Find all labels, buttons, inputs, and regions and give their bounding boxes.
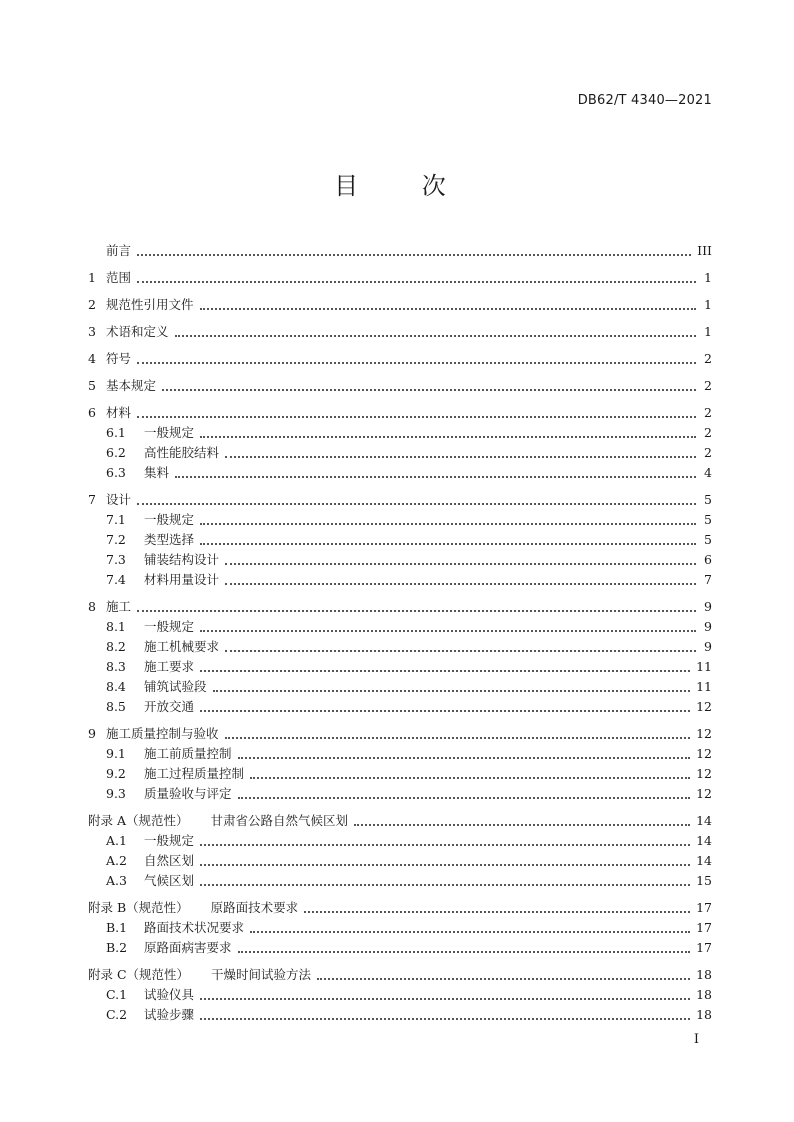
toc-entry-label: 路面技术状况要求 bbox=[144, 920, 245, 935]
toc-entry-label: 设计 bbox=[106, 492, 132, 507]
toc-entry[interactable] bbox=[88, 918, 712, 938]
toc-entry[interactable] bbox=[88, 697, 712, 717]
toc-entry-page: 5 bbox=[704, 532, 712, 547]
toc-entry-label: 前言 bbox=[106, 243, 132, 258]
toc-dot-leader bbox=[137, 416, 696, 418]
toc-entry-label: 一般规定 bbox=[144, 833, 195, 848]
toc-entry-number: 9.1 bbox=[106, 746, 126, 761]
toc-entry-number: C.2 bbox=[106, 1007, 128, 1022]
toc-entry-page: 5 bbox=[704, 512, 712, 527]
toc-entry-label: 高性能胶结料 bbox=[144, 445, 220, 460]
toc-entry[interactable] bbox=[88, 322, 712, 342]
toc-dot-leader bbox=[354, 824, 690, 826]
toc-entry-label: 基本规定 bbox=[106, 378, 157, 393]
toc-dot-leader bbox=[137, 610, 696, 612]
toc-entry-label: 试验步骤 bbox=[144, 1007, 195, 1022]
toc-entry-page: 2 bbox=[704, 445, 712, 460]
toc-dot-leader bbox=[213, 690, 691, 692]
toc-entry[interactable] bbox=[88, 376, 712, 396]
toc-entry[interactable] bbox=[88, 677, 712, 697]
page-number: I bbox=[693, 1032, 699, 1047]
toc-entry-number: 8.3 bbox=[106, 659, 126, 674]
toc-entry-label: 集料 bbox=[144, 465, 170, 480]
toc-entry-page: 12 bbox=[696, 699, 712, 714]
toc-entry-page: 17 bbox=[696, 940, 712, 955]
toc-entry-page: 2 bbox=[704, 425, 712, 440]
toc-entry-number: 1 bbox=[88, 270, 96, 285]
toc-entry-number: 8 bbox=[88, 599, 96, 614]
toc-entry-label: 施工要求 bbox=[144, 659, 195, 674]
toc-dot-leader bbox=[317, 978, 690, 980]
toc-dot-leader bbox=[200, 523, 696, 525]
toc-dot-leader bbox=[200, 543, 696, 545]
toc-entry-page: III bbox=[697, 243, 712, 258]
toc-entry[interactable] bbox=[88, 570, 712, 590]
toc-dot-leader bbox=[250, 931, 690, 933]
toc-entry-number: 7.3 bbox=[106, 552, 126, 567]
toc-entry-label: 铺装结构设计 bbox=[144, 552, 220, 567]
toc-entry-page: 14 bbox=[696, 853, 712, 868]
toc-entry-label: 铺筑试验段 bbox=[144, 679, 207, 694]
toc-dot-leader bbox=[238, 797, 691, 799]
toc-entry[interactable] bbox=[88, 423, 712, 443]
toc-dot-leader bbox=[225, 583, 696, 585]
toc-entry-label: 一般规定 bbox=[144, 425, 195, 440]
toc-entry-page: 18 bbox=[696, 967, 712, 982]
toc-dot-leader bbox=[200, 884, 690, 886]
toc-entry-label: 甘肃省公路自然气候区划 bbox=[210, 813, 349, 828]
toc-entry-number: 附录 B（规范性） bbox=[88, 900, 189, 915]
toc-entry-label: 原路面病害要求 bbox=[144, 940, 232, 955]
toc-dot-leader bbox=[225, 456, 696, 458]
toc-dot-leader bbox=[225, 563, 696, 565]
toc-entry-number: 6.1 bbox=[106, 425, 126, 440]
toc-entry-label: 施工 bbox=[106, 599, 132, 614]
toc-entry-number: 6.3 bbox=[106, 465, 126, 480]
toc-dot-leader bbox=[225, 737, 691, 739]
toc-entry[interactable] bbox=[88, 965, 712, 985]
toc-entry-number: 6 bbox=[88, 405, 96, 420]
toc-entry-number: 5 bbox=[88, 378, 96, 393]
toc-entry-number: 4 bbox=[88, 351, 96, 366]
toc-entry[interactable] bbox=[88, 744, 712, 764]
toc-entry-page: 9 bbox=[704, 639, 712, 654]
toc-entry-label: 材料用量设计 bbox=[144, 572, 220, 587]
toc-entry-page: 9 bbox=[704, 619, 712, 634]
toc-dot-leader bbox=[137, 254, 691, 256]
toc-entry[interactable] bbox=[88, 617, 712, 637]
toc-dot-leader bbox=[137, 503, 696, 505]
toc-entry[interactable] bbox=[88, 637, 712, 657]
toc-entry[interactable] bbox=[88, 811, 712, 831]
toc-entry-page: 12 bbox=[696, 746, 712, 761]
toc-entry-label: 自然区划 bbox=[144, 853, 195, 868]
toc-entry[interactable] bbox=[88, 530, 712, 550]
toc-dot-leader bbox=[200, 710, 690, 712]
toc-entry[interactable] bbox=[88, 871, 712, 891]
toc-entry[interactable] bbox=[88, 724, 712, 744]
toc-entry[interactable] bbox=[88, 938, 712, 958]
toc-entry[interactable] bbox=[88, 597, 712, 617]
toc-entry-label: 术语和定义 bbox=[106, 324, 169, 339]
toc-dot-leader bbox=[137, 281, 696, 283]
toc-entry-number: C.1 bbox=[106, 987, 128, 1002]
toc-entry-page: 12 bbox=[696, 786, 712, 801]
toc-entry-page: 2 bbox=[704, 351, 712, 366]
toc-entry-number: A.3 bbox=[106, 873, 127, 888]
toc-entry-page: 1 bbox=[704, 324, 712, 339]
toc-entry-number: B.2 bbox=[106, 940, 128, 955]
toc-entry-label: 规范性引用文件 bbox=[106, 297, 194, 312]
toc-dot-leader bbox=[200, 670, 690, 672]
toc-entry-number: 7.4 bbox=[106, 572, 126, 587]
toc-dot-leader bbox=[175, 476, 696, 478]
toc-entry-page: 12 bbox=[696, 726, 712, 741]
toc-entry[interactable] bbox=[88, 510, 712, 530]
toc-entry-number: 附录 A（规范性） bbox=[88, 813, 189, 828]
toc-dot-leader bbox=[200, 436, 696, 438]
toc-entry-number: 6.2 bbox=[106, 445, 126, 460]
toc-dot-leader bbox=[200, 308, 696, 310]
toc-entry-label: 范围 bbox=[106, 270, 132, 285]
toc-entry-label: 施工过程质量控制 bbox=[144, 766, 245, 781]
toc-entry[interactable] bbox=[88, 1005, 712, 1025]
toc-entry[interactable] bbox=[88, 550, 712, 570]
toc-entry-page: 5 bbox=[704, 492, 712, 507]
toc-entry-number: 9.3 bbox=[106, 786, 126, 801]
toc-entry[interactable] bbox=[88, 784, 712, 804]
toc-entry[interactable] bbox=[88, 831, 712, 851]
toc-entry-number: 附录 C（规范性） bbox=[88, 967, 190, 982]
toc-entry-page: 12 bbox=[696, 766, 712, 781]
toc-entry[interactable] bbox=[88, 764, 712, 784]
toc-entry-number: 7.2 bbox=[106, 532, 126, 547]
toc-dot-leader bbox=[200, 998, 690, 1000]
toc-entry-page: 2 bbox=[704, 378, 712, 393]
toc-entry-label: 施工前质量控制 bbox=[144, 746, 232, 761]
toc-entry-page: 2 bbox=[704, 405, 712, 420]
toc-dot-leader bbox=[225, 650, 696, 652]
table-of-contents bbox=[88, 241, 712, 1025]
toc-dot-leader bbox=[250, 777, 690, 779]
toc-entry-page: 1 bbox=[704, 270, 712, 285]
toc-entry-page: 7 bbox=[704, 572, 712, 587]
toc-entry[interactable] bbox=[88, 349, 712, 369]
toc-entry-page: 11 bbox=[696, 659, 712, 674]
toc-entry-label: 一般规定 bbox=[144, 512, 195, 527]
toc-entry-page: 1 bbox=[704, 297, 712, 312]
toc-entry[interactable] bbox=[88, 898, 712, 918]
toc-dot-leader bbox=[304, 911, 690, 913]
toc-entry-number: 2 bbox=[88, 297, 96, 312]
toc-entry[interactable] bbox=[88, 443, 712, 463]
toc-entry-number: 9 bbox=[88, 726, 96, 741]
toc-entry-number: 3 bbox=[88, 324, 96, 339]
toc-entry[interactable] bbox=[88, 268, 712, 288]
toc-dot-leader bbox=[137, 362, 696, 364]
toc-entry[interactable] bbox=[88, 403, 712, 423]
toc-entry[interactable] bbox=[88, 985, 712, 1005]
toc-entry-page: 17 bbox=[696, 900, 712, 915]
toc-entry-number: A.1 bbox=[106, 833, 127, 848]
toc-entry-number: 8.4 bbox=[106, 679, 126, 694]
toc-entry-number: B.1 bbox=[106, 920, 128, 935]
toc-entry-page: 4 bbox=[704, 465, 712, 480]
toc-entry-number: 8.5 bbox=[106, 699, 126, 714]
toc-title: 目 次 bbox=[334, 172, 474, 200]
toc-entry-number: 8.1 bbox=[106, 619, 126, 634]
toc-entry-label: 干燥时间试验方法 bbox=[211, 967, 312, 982]
toc-entry-page: 6 bbox=[704, 552, 712, 567]
toc-entry-label: 施工机械要求 bbox=[144, 639, 220, 654]
toc-entry-label: 试验仪具 bbox=[144, 987, 195, 1002]
toc-entry-label: 质量验收与评定 bbox=[144, 786, 232, 801]
toc-dot-leader bbox=[200, 844, 690, 846]
toc-entry-label: 气候区划 bbox=[144, 873, 195, 888]
toc-dot-leader bbox=[238, 757, 691, 759]
toc-entry-label: 一般规定 bbox=[144, 619, 195, 634]
toc-entry[interactable] bbox=[88, 241, 712, 261]
toc-dot-leader bbox=[162, 389, 696, 391]
toc-entry-page: 17 bbox=[696, 920, 712, 935]
toc-entry[interactable] bbox=[88, 657, 712, 677]
document-code: DB62/T 4340—2021 bbox=[577, 93, 712, 108]
toc-entry-number: 7.1 bbox=[106, 512, 126, 527]
toc-entry-label: 类型选择 bbox=[144, 532, 195, 547]
toc-dot-leader bbox=[200, 1018, 690, 1020]
toc-entry[interactable] bbox=[88, 851, 712, 871]
toc-entry-page: 18 bbox=[696, 987, 712, 1002]
toc-entry-page: 9 bbox=[704, 599, 712, 614]
toc-dot-leader bbox=[238, 951, 691, 953]
toc-entry-label: 施工质量控制与验收 bbox=[106, 726, 219, 741]
toc-entry-page: 14 bbox=[696, 833, 712, 848]
toc-entry[interactable] bbox=[88, 295, 712, 315]
toc-entry-number: 9.2 bbox=[106, 766, 126, 781]
toc-entry[interactable] bbox=[88, 490, 712, 510]
toc-entry[interactable] bbox=[88, 463, 712, 483]
toc-dot-leader bbox=[200, 630, 696, 632]
toc-entry-page: 11 bbox=[696, 679, 712, 694]
toc-entry-page: 18 bbox=[696, 1007, 712, 1022]
toc-entry-number: 8.2 bbox=[106, 639, 126, 654]
toc-dot-leader bbox=[175, 335, 696, 337]
toc-entry-label: 材料 bbox=[106, 405, 132, 420]
toc-entry-label: 开放交通 bbox=[144, 699, 195, 714]
toc-entry-number: 7 bbox=[88, 492, 96, 507]
toc-entry-page: 15 bbox=[696, 873, 712, 888]
toc-dot-leader bbox=[200, 864, 690, 866]
toc-entry-number: A.2 bbox=[106, 853, 127, 868]
toc-entry-label: 原路面技术要求 bbox=[210, 900, 299, 915]
toc-entry-label: 符号 bbox=[106, 351, 132, 366]
toc-entry-page: 14 bbox=[696, 813, 712, 828]
